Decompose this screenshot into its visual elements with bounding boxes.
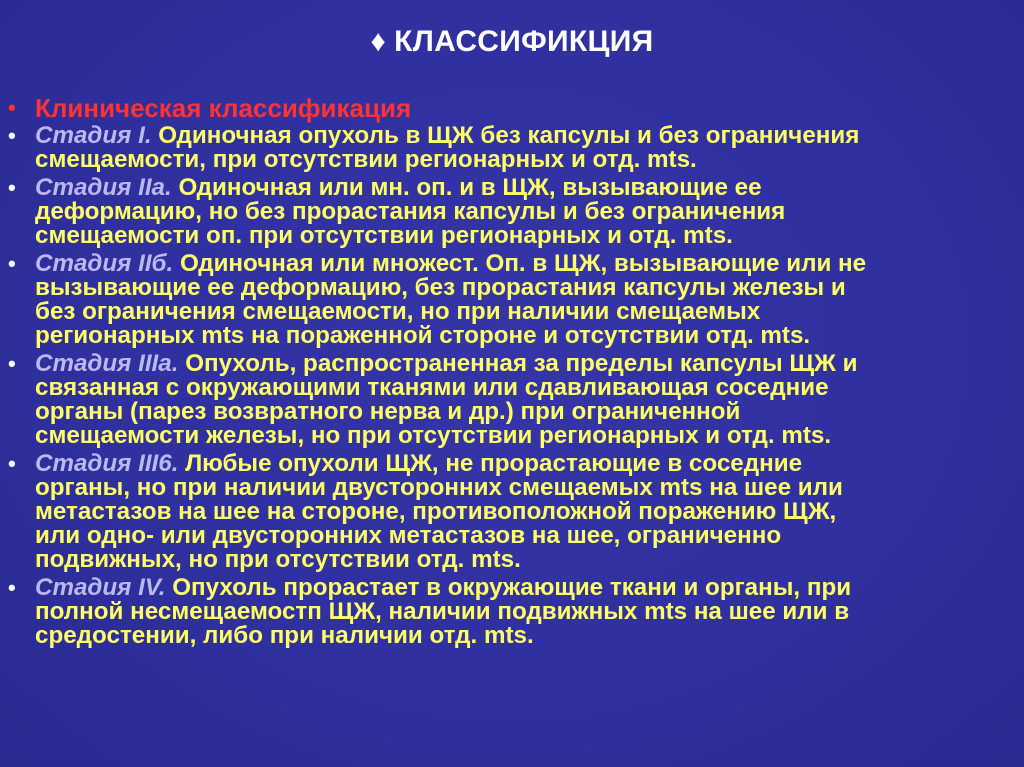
- stage-3a-text-1: Опухоль, распространенная за пределы капсулы ЩЖ и: [185, 350, 858, 377]
- stage-2b-line-1: [35, 252, 1010, 276]
- stage-2b-text-4: регионарных mts на пораженной стороне и отсутствии отд. mts.: [35, 322, 811, 349]
- stage-3a-line-1: [35, 352, 1010, 376]
- bullet-icon: •: [8, 95, 16, 120]
- stage-2a-text-3: смещаемости оп. при отсутствии регионарных и отд. mts.: [35, 222, 733, 249]
- stage-3b-text-4: или одно- или двусторонних метастазов на шее, ограниченно: [35, 522, 782, 549]
- stage-3a-text-2: связанная с окружающими тканями или сдавливающая соседние: [35, 374, 829, 401]
- slide-title: [0, 22, 1024, 62]
- stage-2b-text-2: вызывающие ее деформацию, без прорастания капсулы железы и: [35, 274, 846, 301]
- bullet-icon: •: [8, 251, 16, 276]
- list-item-stage-3b: [0, 452, 1024, 572]
- stage-3a-text-3: органы (парез возвратного нерва и др.) при ограниченной: [35, 398, 741, 425]
- stage-4-text-2: полной несмещаемостп ЩЖ, наличии подвижных mts на шее или в: [35, 598, 850, 625]
- stage-2b-text-1: Одиночная или множест. Оп. в ЩЖ, вызывающие или не: [180, 250, 867, 277]
- stage-4-label: Стадия IV.: [35, 574, 166, 601]
- list-item-stage-1: [0, 124, 1024, 172]
- bullet-icon: •: [8, 175, 16, 200]
- stage-2a-text-2: деформацию, но без прорастания капсулы и без ограничения: [35, 198, 786, 225]
- list-heading: [0, 92, 1024, 124]
- stage-3b-text-5: подвижных, но при отсутствии отд. mts.: [35, 546, 521, 573]
- stage-4-line-1: [35, 576, 1010, 600]
- stage-3b-text-3: метастазов на шее на стороне, противоположной поражению ЩЖ,: [35, 498, 837, 525]
- stage-3a-label: Стадия IIIa.: [35, 350, 179, 377]
- bullet-icon: •: [8, 123, 16, 148]
- bullet-list: [0, 92, 1024, 648]
- stage-2b-label: Стадия IIб.: [35, 250, 174, 277]
- list-item-stage-2b: [0, 252, 1024, 348]
- slide-title-text: КЛАССИФИКЦИЯ: [394, 25, 654, 58]
- stage-3a-text-4: смещаемости железы, но при отсутствии регионарных и отд. mts.: [35, 422, 832, 449]
- list-item-stage-4: [0, 576, 1024, 648]
- stage-1-text-1: Одиночная опухоль в ЩЖ без капсулы и без ограничения: [158, 122, 860, 149]
- slide-content: [0, 92, 1024, 652]
- stage-4-text-3: средостении, либо при наличии отд. mts.: [35, 622, 534, 649]
- stage-1-label: Стадия I.: [35, 122, 152, 149]
- stage-3b-line-1: [35, 452, 1010, 476]
- stage-1-text-2: смещаемости, при отсутствии регионарных и отд. mts.: [35, 146, 697, 173]
- stage-3b-text-2: органы, но при наличии двусторонних смещаемых mts на шее или: [35, 474, 843, 501]
- diamond-bullet-icon: ♦: [370, 25, 387, 58]
- stage-3b-text-1: Любые опухоли ЩЖ, не прорастающие в соседние: [185, 450, 803, 477]
- list-item-stage-2a: [0, 176, 1024, 248]
- stage-2a-line-1: [35, 176, 1010, 200]
- stage-3b-label: Стадия III6.: [35, 450, 179, 477]
- bullet-icon: •: [8, 351, 16, 376]
- bullet-icon: •: [8, 451, 16, 476]
- stage-2a-text-1: Одиночная или мн. оп. и в ЩЖ, вызывающие ее: [178, 174, 762, 201]
- bullet-icon: •: [8, 575, 16, 600]
- stage-4-text-1: Опухоль прорастает в окружающие ткани и органы, при: [172, 574, 852, 601]
- stage-2a-label: Стадия IIa.: [35, 174, 172, 201]
- heading-text: Клиническая классификация: [35, 93, 412, 123]
- list-item-stage-3a: [0, 352, 1024, 448]
- stage-2b-text-3: без ограничения смещаемости, но при наличии смещаемых: [35, 298, 761, 325]
- stage-1-line-1: [35, 124, 1010, 148]
